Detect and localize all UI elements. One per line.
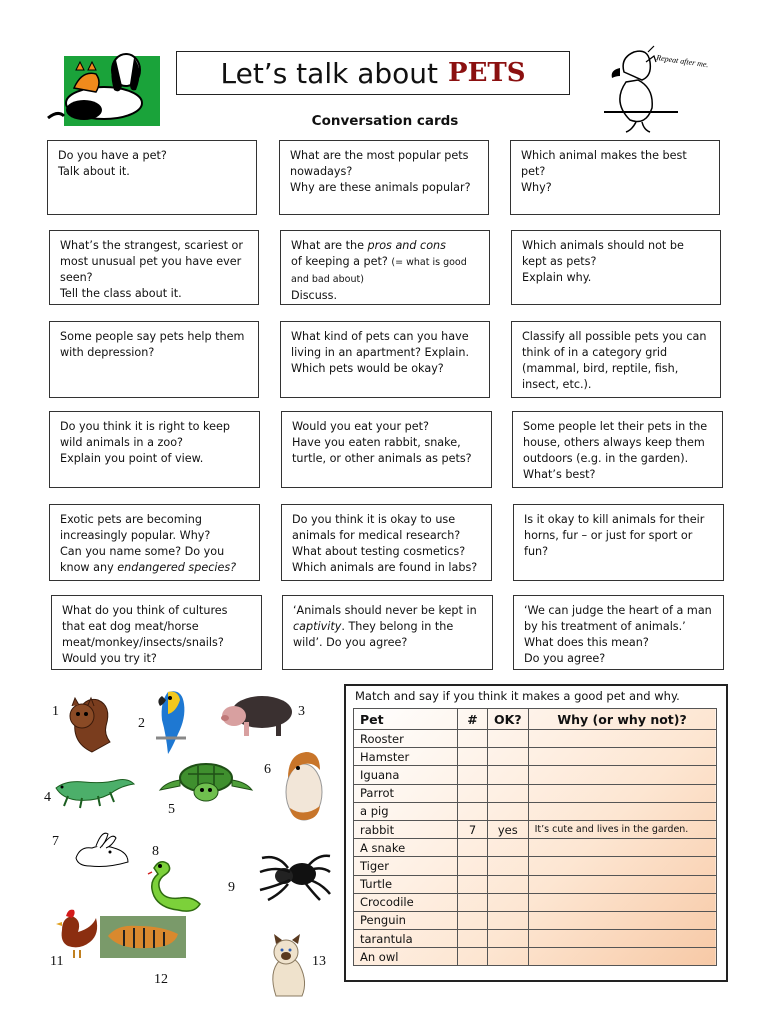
picture-number: 2 [138,716,145,731]
card-text-tail: Discuss. [291,289,338,302]
header-pet: Pet [354,709,458,730]
cell-pet: Penguin [354,911,458,929]
cell-pet: Iguana [354,766,458,784]
table-row [354,930,717,948]
cell-pet: Hamster [354,748,458,766]
cell-why[interactable] [528,802,716,820]
table-row [354,766,717,784]
cell-why[interactable] [528,730,716,748]
card-text [291,238,479,304]
cell-why[interactable] [528,748,716,766]
table-row [354,784,717,802]
cell-ok[interactable] [488,766,529,784]
cell-why[interactable] [528,784,716,802]
table-row [354,820,717,838]
snake-icon [146,858,204,914]
rabbit-icon [66,830,132,870]
cell-why[interactable] [528,875,716,893]
cell-pet: Parrot [354,784,458,802]
guinea-pig-icon [280,748,326,824]
table-row [354,748,717,766]
tiger-icon [100,916,186,958]
card-text [293,603,482,651]
cell-pet: Tiger [354,857,458,875]
cell-why[interactable] [528,839,716,857]
card-text-post: of keeping a pet? [291,255,388,268]
conversation-card [47,140,257,215]
conversation-card [513,504,724,581]
conversation-card [49,504,260,581]
conversation-card [511,230,721,305]
conversation-card [51,595,262,670]
table-header-row [354,709,717,730]
cell-ok[interactable] [488,857,529,875]
subtitle: Conversation cards [311,113,459,129]
dog-cat-icon [44,48,160,126]
cell-pet: Turtle [354,875,458,893]
conversation-card [49,321,259,398]
pig-icon [220,688,296,740]
cell-num[interactable] [458,748,488,766]
cell-why[interactable] [528,766,716,784]
conversation-card [49,230,259,305]
cell-pet: rabbit [354,820,458,838]
card-text: What are the most popular pets nowadays? Why are these animals popular? [290,149,471,194]
cell-why[interactable]: It’s cute and lives in the garden. [528,820,716,838]
page-title [176,51,570,95]
table-row [354,730,717,748]
card-text-small: (= what is good and bad about) [291,257,467,285]
header-why: Why (or why not)? [528,709,716,730]
cell-ok[interactable]: yes [488,820,529,838]
cell-num[interactable] [458,784,488,802]
table-row [354,857,717,875]
cell-ok[interactable] [488,930,529,948]
cell-ok[interactable] [488,911,529,929]
cell-num[interactable] [458,948,488,966]
conversation-card [511,321,721,398]
conversation-card [513,595,724,670]
cell-ok[interactable] [488,893,529,911]
table-row [354,893,717,911]
rooster-icon [52,904,98,960]
conversation-card [49,411,260,488]
table-row [354,839,717,857]
siamese-cat-icon [262,934,314,998]
cell-num[interactable] [458,839,488,857]
card-text: Some people let their pets in the house, others always keep them outdoors (e.g. in the garden). What’s best? [523,420,708,481]
card-text-pre: Exotic pets are becoming increasingly popular. Why? Can you name some? Do you know any [60,513,225,574]
cell-pet: Crocodile [354,893,458,911]
cell-pet: Rooster [354,730,458,748]
card-text: What’s the strangest, scariest or most unusual pet you have ever seen? Tell the class about it. [60,239,243,300]
card-text-em: pros and cons [367,239,446,252]
card-text [60,512,249,576]
card-text-em: captivity [293,620,342,633]
cell-why[interactable] [528,857,716,875]
cell-why[interactable] [528,911,716,929]
card-text-pre: What are the [291,239,368,252]
table-instruction: Match and say if you think it makes a good pet and why. [355,689,680,703]
picture-number: 9 [228,880,235,895]
header-ok: OK? [488,709,529,730]
card-text: Do you think it is okay to use animals for medical research? What about testing cosmetics? Which animals are found in labs? [292,513,478,574]
conversation-card [281,411,492,488]
cell-pet: tarantula [354,930,458,948]
cell-ok[interactable] [488,948,529,966]
conversation-card [280,321,490,398]
card-text: Which animal makes the best pet? Why? [521,149,687,194]
picture-number: 13 [312,954,326,969]
card-text: Is it okay to kill animals for their horns, fur – or just for sport or fun? [524,513,705,558]
squirrel-icon [62,692,116,756]
iguana-icon [52,768,138,810]
pet-table [353,708,717,966]
card-text: What do you think of cultures that eat dog meat/horse meat/monkey/insects/snails? Would you try it? [62,604,228,665]
card-text-pre: ‘Animals should never be kept in [293,604,477,617]
cell-num[interactable] [458,766,488,784]
picture-number: 11 [50,954,64,969]
cell-ok[interactable] [488,730,529,748]
title-main: Let’s talk about [220,56,439,90]
cell-why[interactable] [528,948,716,966]
conversation-card [280,230,490,305]
picture-number: 1 [52,704,59,719]
cell-ok[interactable] [488,802,529,820]
card-text: Some people say pets help them with depression? [60,330,245,359]
cell-pet: a pig [354,802,458,820]
conversation-card [510,140,720,215]
card-text: Would you eat your pet? Have you eaten rabbit, snake, turtle, or other animals as pets? [292,420,472,465]
table-row [354,911,717,929]
table-row [354,802,717,820]
table-row [354,875,717,893]
picture-number: 4 [44,790,51,805]
picture-number: 8 [152,844,159,859]
cell-num[interactable] [458,875,488,893]
cell-ok[interactable] [488,784,529,802]
conversation-card [512,411,723,488]
cell-pet: A snake [354,839,458,857]
cell-num[interactable] [458,930,488,948]
macaw-icon [148,686,196,756]
cell-num[interactable] [458,730,488,748]
header-number: # [458,709,488,730]
tarantula-icon [258,850,332,902]
cell-ok[interactable] [488,839,529,857]
conversation-card [282,595,493,670]
card-text: Do you have a pet? Talk about it. [58,149,167,178]
turtle-icon [158,760,254,804]
table-row [354,948,717,966]
card-text: ‘We can judge the heart of a man by his treatment of animals.’ What does this mean? Do you agree? [524,604,712,665]
cell-why[interactable] [528,930,716,948]
picture-number: 7 [52,834,59,849]
title-accent: PETS [448,58,526,88]
cell-ok[interactable] [488,748,529,766]
card-text: Do you think it is right to keep wild animals in a zoo? Explain you point of view. [60,420,230,465]
card-text: Classify all possible pets you can think of in a category grid (mammal, bird, reptile, fish, insect, etc.). [522,330,707,391]
picture-number: 5 [168,802,175,817]
cell-num[interactable] [458,911,488,929]
card-text: What kind of pets can you have living in an apartment? Explain. Which pets would be okay? [291,330,470,375]
conversation-card [281,504,492,581]
card-text-post: . They belong in the wild’. Do you agree? [293,620,454,649]
cell-num[interactable] [458,802,488,820]
picture-number: 3 [298,704,305,719]
cell-num[interactable]: 7 [458,820,488,838]
picture-number: 12 [154,972,168,987]
conversation-card [279,140,489,215]
cell-num[interactable] [458,893,488,911]
picture-number: 6 [264,762,271,777]
parrot-caption: Repeat after me. [655,53,710,70]
cell-num[interactable] [458,857,488,875]
cell-why[interactable] [528,893,716,911]
cell-pet: An owl [354,948,458,966]
card-text: Which animals should not be kept as pets? Explain why. [522,239,684,284]
card-text-em: endangered species? [117,561,237,574]
cell-ok[interactable] [488,875,529,893]
parrot-icon [596,42,710,134]
